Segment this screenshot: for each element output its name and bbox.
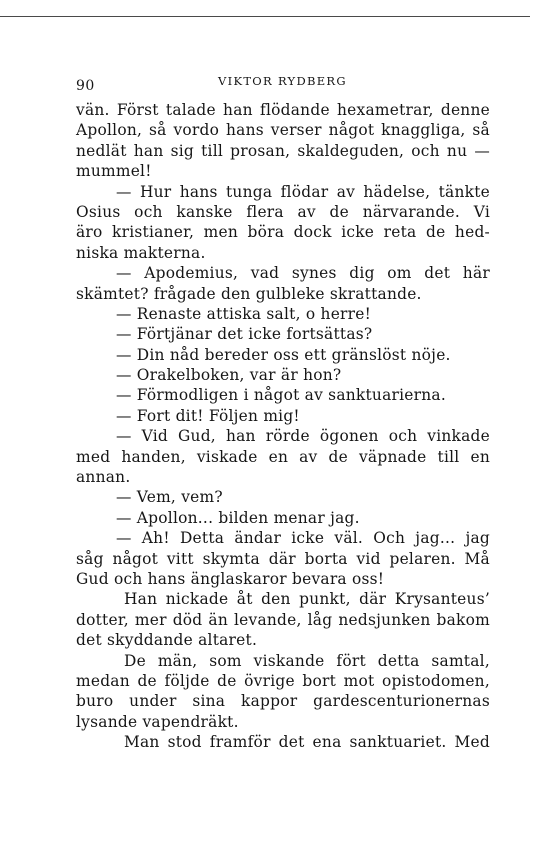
text-line: — Hur hans tunga flödar av hädelse, tänkte	[116, 182, 490, 201]
text-line: — Ah! Detta ändar icke väl. Och jag... jag	[116, 529, 490, 548]
running-head: VIKTOR RYDBERG	[218, 74, 347, 88]
text-line: äro kristianer, men böra dock icke reta de hed-	[76, 223, 490, 242]
text-line: — Vid Gud, han rörde ögonen och vinkade	[116, 427, 490, 446]
text-line: skämtet? frågade den gulbleke skrattande.	[76, 284, 422, 303]
text-line: mummel!	[76, 162, 152, 181]
text-line: Osius och kanske flera av de närvarande. Vi	[76, 202, 490, 221]
text-line: Han nickade åt den punkt, där Krysanteus’	[124, 590, 490, 609]
text-line: — Orakelboken, var är hon?	[116, 366, 342, 385]
text-line: niska makterna.	[76, 243, 206, 262]
text-line: Man stod framför det ena sanktuariet. Med	[124, 733, 490, 752]
text-line: — Förmodligen i något av sanktuarierna.	[116, 386, 446, 405]
text-line: De män, som viskande fört detta samtal,	[124, 651, 490, 670]
text-line: det skyddande altaret.	[76, 631, 258, 650]
text-line: — Apollon... bilden menar jag.	[116, 508, 360, 527]
text-line: med handen, viskade en av de väpnade till en	[76, 447, 490, 466]
text-line: — Renaste attiska salt, o herre!	[116, 304, 372, 323]
text-line: — Fort dit! Följen mig!	[116, 406, 300, 425]
text-line: — Förtjänar det icke fortsättas?	[116, 325, 373, 344]
text-line: — Vem, vem?	[116, 488, 223, 507]
text-line: Gud och hans änglaskaror bevara oss!	[76, 569, 385, 588]
text-line: lysande vapendräkt.	[76, 712, 239, 731]
body-text	[76, 100, 490, 753]
text-line: medan de följde de övrige bort mot opistodomen,	[76, 671, 490, 690]
text-line: — Apodemius, vad synes dig om det här	[116, 264, 490, 283]
text-line: Apollon, så vordo hans verser något knaggliga, så	[76, 121, 490, 140]
text-line: vän. Först talade han flödande hexametrar, denne	[76, 101, 490, 119]
top-rule	[0, 16, 530, 17]
text-line: nedlät han sig till prosan, skaldeguden, och nu —	[76, 141, 490, 160]
text-line: buro under sina kappor gardescenturionernas	[76, 692, 490, 711]
text-line: såg något vitt skymta där borta vid pelaren. Må	[76, 549, 490, 568]
page-number: 90	[76, 78, 95, 94]
text-line: annan.	[76, 468, 131, 487]
text-line: — Din nåd bereder oss ett gränslöst nöje.	[116, 345, 451, 364]
text-line: dotter, mer död än levande, låg nedsjunken bakom	[76, 610, 490, 629]
